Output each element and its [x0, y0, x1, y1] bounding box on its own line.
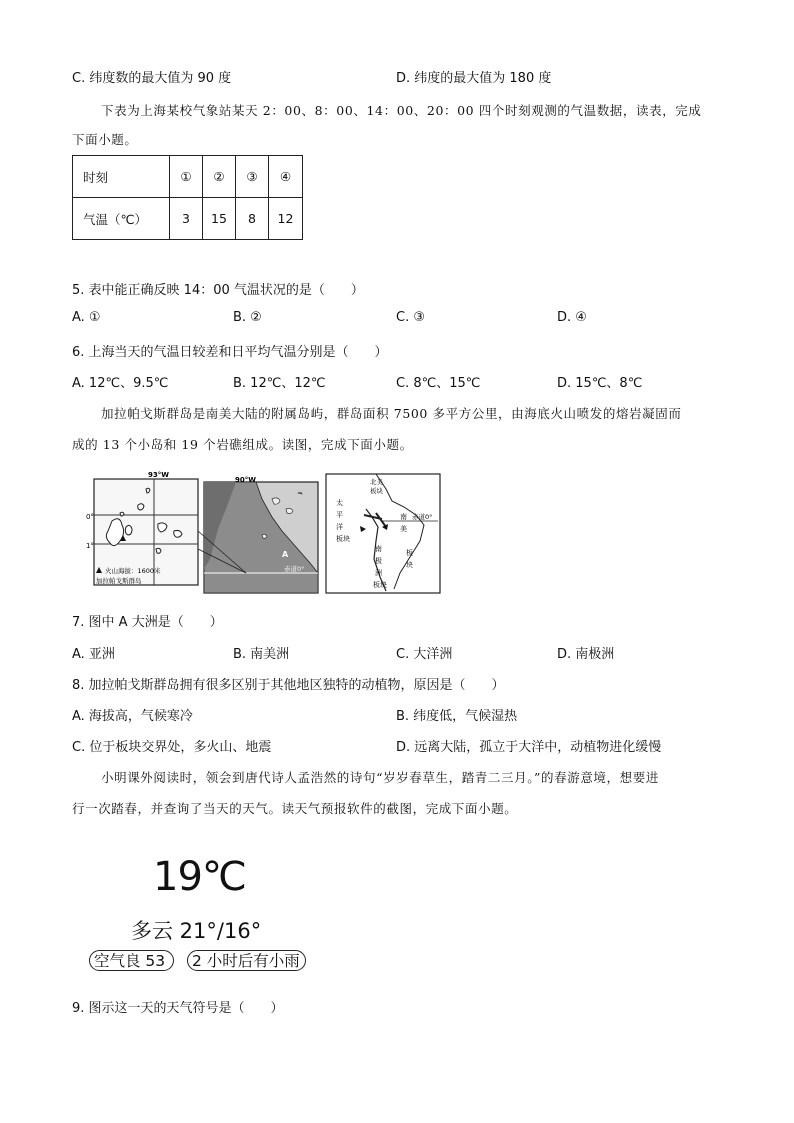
island-shape: [138, 504, 144, 510]
map1-legend-name: 加拉帕戈斯群岛: [96, 577, 142, 585]
table-row: [73, 198, 303, 240]
table-row: [73, 156, 303, 198]
map1-legend-volcano: 火山海拔：1600米: [105, 567, 161, 575]
table-cell-time: ②: [203, 156, 236, 198]
map2-label-a: A: [282, 550, 289, 559]
q6-option-d: D. 15℃、8℃: [557, 376, 643, 391]
q6-stem: 6. 上海当天的气温日较差和日平均气温分别是（ ）: [72, 345, 388, 360]
map3-antarctic-2: 极: [375, 557, 382, 565]
galapagos-maps-figure: [86, 469, 442, 596]
map1-longitude-label: 93°W: [148, 471, 169, 479]
map1-lat1-label: 1°: [86, 542, 94, 550]
q5-option-d: D. ④: [557, 310, 587, 325]
q5-option-b: B. ②: [233, 310, 262, 325]
weather-condition-range: 多云 21°/16°: [131, 919, 262, 943]
q6-option-c: C. 8℃、15℃: [396, 376, 481, 391]
intro-weather-line2: 行一次踏春，并查询了当天的天气。读天气预报软件的截图，完成下面小题。: [72, 801, 518, 816]
weather-current-temp: 19℃: [153, 854, 246, 900]
q7-option-a: A. 亚洲: [72, 647, 115, 662]
intro-temp-line1: 下表为上海某校气象站某天 2：00、8：00、14：00、20：00 四个时刻观测的气温数据，读表，完成: [101, 103, 702, 118]
table-cell-temp: 3: [170, 198, 203, 240]
map3-pacific-1: 太: [336, 499, 343, 507]
map1-lat0-label: 0°: [86, 513, 94, 521]
map3-antarctic-1: 南: [375, 545, 382, 553]
map3-equator-label: 赤道0°: [412, 513, 433, 521]
map2-longitude-label: 90°W: [235, 476, 256, 484]
map-plates: [326, 474, 440, 593]
q6-option-a: A. 12℃、9.5℃: [72, 376, 169, 391]
map3-pacific-3: 洋: [336, 523, 343, 531]
table-cell-temp: 12: [269, 198, 303, 240]
q8-option-a: A. 海拔高，气候寒冷: [72, 709, 193, 724]
intro-weather-line1: 小明课外阅读时，领会到唐代诗人孟浩然的诗句“岁岁春草生，踏青二三月。”的春游意境，想要进: [101, 770, 659, 785]
q8-option-c: C. 位于板块交界处，多火山、地震: [72, 740, 272, 755]
island-shape: [156, 548, 161, 553]
map3-south-america-2: 美: [400, 525, 407, 533]
q8-option-d: D. 远离大陆，孤立于大洋中，动植物进化缓慢: [396, 740, 662, 755]
table-header-temp: 气温（℃）: [73, 198, 170, 240]
intro-islands-line2: 成的 13 个小岛和 19 个岩礁组成。读图，完成下面小题。: [72, 437, 413, 452]
q6-option-b: B. 12℃、12℃: [233, 376, 326, 391]
map-south-america: [198, 476, 318, 593]
q8-option-b: B. 纬度低，气候湿热: [396, 709, 518, 724]
rain-alert-badge: 2 小时后有小雨: [187, 950, 306, 971]
map3-antarctic-4: 板块: [373, 581, 387, 589]
intro-islands-line1: 加拉帕戈斯群岛是南美大陆的附属岛屿，群岛面积 7500 多平方公里，由海底火山喷发的熔岩凝固而: [101, 406, 682, 421]
q5-option-c: C. ③: [396, 310, 425, 325]
map2-equator-label: 赤道0°: [284, 565, 305, 573]
island-shape: [174, 530, 182, 537]
q4-option-d: D. 纬度的最大值为 180 度: [396, 71, 552, 86]
table-cell-time: ④: [269, 156, 303, 198]
temperature-table: [72, 155, 303, 240]
air-quality-badge: 空气良 53: [89, 950, 174, 971]
table-cell-time: ③: [236, 156, 269, 198]
table-header-time: 时刻: [73, 156, 170, 198]
map3-pacific-2: 平: [336, 511, 343, 519]
map3-antarctic-3: 洲: [375, 569, 382, 577]
map3-south-america-3: 板: [406, 549, 413, 557]
island-shape: [125, 525, 132, 535]
table-cell-time: ①: [170, 156, 203, 198]
map3-north-america-2: 板块: [370, 487, 383, 495]
q7-option-c: C. 大洋洲: [396, 647, 453, 662]
q7-option-d: D. 南极洲: [557, 647, 615, 662]
map3-south-america-1: 南: [400, 513, 407, 521]
q8-stem: 8. 加拉帕戈斯群岛拥有很多区别于其他地区独特的动植物，原因是（ ）: [72, 678, 505, 693]
table-cell-temp: 8: [236, 198, 269, 240]
map-galapagos: [86, 471, 198, 585]
table-cell-temp: 15: [203, 198, 236, 240]
q7-stem: 7. 图中 A 大洲是（ ）: [72, 615, 223, 630]
q9-stem: 9. 图示这一天的天气符号是（ ）: [72, 1001, 284, 1016]
q4-option-c: C. 纬度数的最大值为 90 度: [72, 71, 232, 86]
intro-temp-line2: 下面小题。: [72, 132, 138, 147]
map3-pacific-4: 板块: [336, 535, 350, 543]
map3-south-america-4: 块: [406, 561, 413, 569]
island-shape: [120, 512, 124, 516]
q5-stem: 5. 表中能正确反映 14：00 气温状况的是（ ）: [72, 283, 364, 298]
q7-option-b: B. 南美洲: [233, 647, 290, 662]
map3-north-america-1: 北美: [370, 478, 383, 486]
q5-option-a: A. ①: [72, 310, 101, 325]
